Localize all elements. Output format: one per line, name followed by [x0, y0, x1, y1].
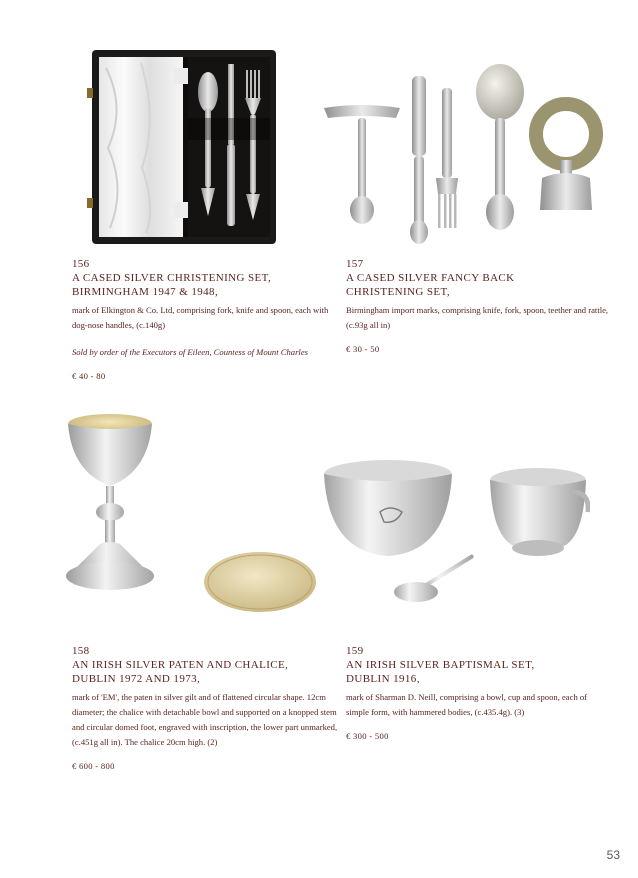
lot-159 [346, 645, 612, 742]
lot-title-line2: CHRISTENING SET, [346, 286, 450, 298]
lot-estimate: € 30 - 50 [346, 344, 380, 354]
lot-157-photo [320, 60, 606, 250]
lot-estimate: € 300 - 500 [346, 731, 389, 741]
lot-description: Birmingham import marks, comprising knife, fork, spoon, teether and rattle, (c.93g all in) [346, 305, 609, 330]
lot-number: 159 [346, 645, 364, 657]
lot-description: mark of Sharman D. Neill, comprising a bowl, cup and spoon, each of simple form, with hammered bodies, (c.435.4g). (3) [346, 692, 588, 717]
lot-number: 156 [72, 258, 90, 270]
lot-description: mark of 'EM', the paten in silver gilt and of flattened circular shape. 12cm diameter; the chalice with detachable bowl and supported on a knopped stem and circular domed foot, engraved with inscription, the lower part unmarked, (c.451g all in). The chalice 20cm high. (2) [72, 692, 338, 747]
lot-title-line1: A CASED SILVER CHRISTENING SET, [72, 272, 272, 284]
lot-title-line2: DUBLIN 1916, [346, 673, 420, 685]
lot-158 [72, 645, 338, 772]
lot-157 [346, 258, 612, 355]
lot-159-photo [320, 452, 590, 612]
lot-title-line1: AN IRISH SILVER BAPTISMAL SET, [346, 659, 535, 671]
lot-158-photo [60, 408, 324, 618]
page-number: 53 [606, 848, 620, 862]
lot-description: mark of Elkington & Co. Ltd, comprising fork, knife and spoon, each with dog-nose handles, (c.140g) [72, 305, 329, 330]
lot-title-line1: A CASED SILVER FANCY BACK [346, 272, 515, 284]
lot-estimate: € 40 - 80 [72, 371, 106, 381]
lot-provenance-note: Sold by order of the Executors of Eileen, Countess of Mount Charles [72, 347, 308, 357]
lot-number: 158 [72, 645, 90, 657]
lot-title-line1: AN IRISH SILVER PATEN AND CHALICE, [72, 659, 289, 671]
lot-156 [72, 258, 338, 382]
lot-title-line2: BIRMINGHAM 1947 & 1948, [72, 286, 219, 298]
lot-156-photo [86, 48, 282, 248]
lot-title-line2: DUBLIN 1972 AND 1973, [72, 673, 201, 685]
lot-estimate: € 600 - 800 [72, 761, 115, 771]
lot-number: 157 [346, 258, 364, 270]
